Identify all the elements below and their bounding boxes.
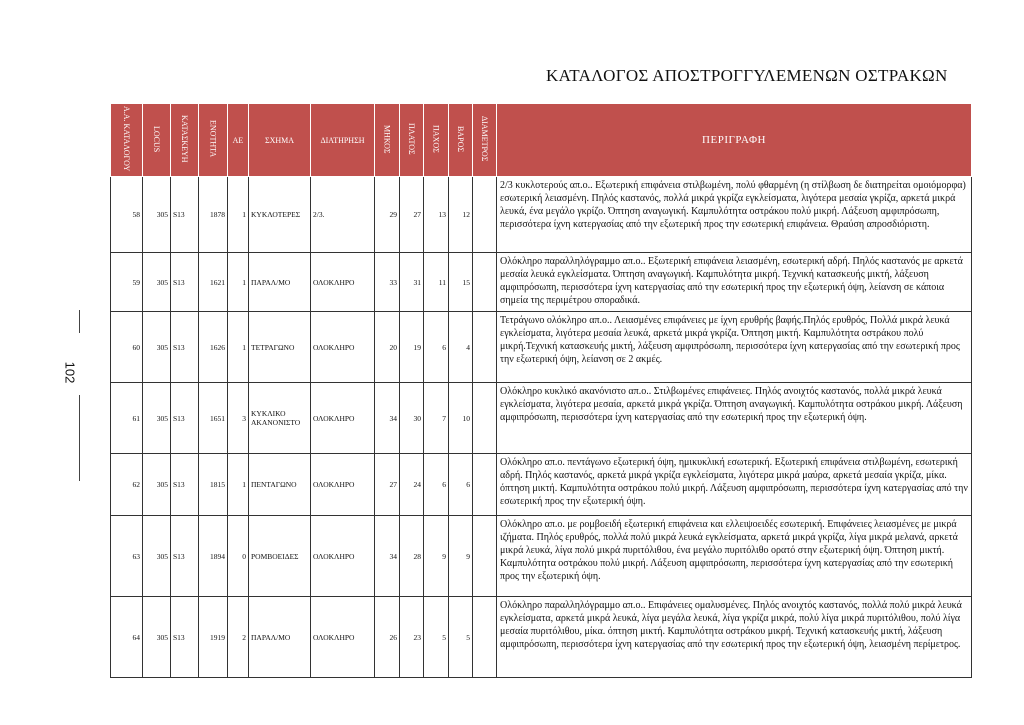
cell-mikos: 33 [375, 253, 400, 312]
cell-aa: 62 [111, 454, 143, 516]
cell-varos: 9 [449, 516, 473, 597]
cell-aa: 63 [111, 516, 143, 597]
cell-ae: 0 [228, 516, 249, 597]
cell-aa: 61 [111, 383, 143, 454]
cell-locus: 305 [143, 253, 171, 312]
cell-enotita: 1878 [199, 177, 228, 253]
cell-mikos: 29 [375, 177, 400, 253]
cell-platos: 24 [400, 454, 424, 516]
cell-platos: 19 [400, 312, 424, 383]
cell-schima: ΤΕΤΡΑΓΩΝΟ [249, 312, 311, 383]
cell-mikos: 20 [375, 312, 400, 383]
cell-pachos: 11 [424, 253, 449, 312]
col-header-kataskevi: ΚΑΤΑΣΚΕΥΗ [171, 104, 199, 177]
cell-schima: ΠΕΝΤΑΓΩΝΟ [249, 454, 311, 516]
col-header-platos: ΠΛΑΤΟΣ [400, 104, 424, 177]
cell-enotita: 1894 [199, 516, 228, 597]
table-row [111, 383, 972, 454]
cell-locus: 305 [143, 177, 171, 253]
cell-schima: ΠΑΡΑΛ/ΜΟ [249, 597, 311, 678]
cell-varos: 15 [449, 253, 473, 312]
col-header-perigrafi: ΠΕΡΙΓΡΑΦΗ [497, 104, 972, 177]
cell-diatirisi: ΟΛΟΚΛΗΡΟ [311, 253, 375, 312]
cell-perigrafi: Ολόκληρο απ.ο. με ρομβοειδή εξωτερική επιφάνεια και ελλειψοειδές εσωτερική. Επιφάνειες λειασμένες με μικρά ιζήματα. Πηλός ερυθρός, πολλά πολύ μικρά λευκά εγκλείσματα, αρκετά μικρά γκρίζα, λίγα μικρά μελανά, αρκετά μικρά λευκά, λίγα πολύ μικρά πυριτόλιθου, ένα μεγάλο πυριτόλιθο ορατό στην εξωτερική όψη. Όπτηση μικτή. Καμπυλότητα οστράκου πολύ μικρή. Λάξευση αμφιπρόσωπη, περισσότερα ίχνη κατεργασίας από την εσωτερική προς την εξωτερική όψη. [497, 516, 972, 597]
cell-diametros [473, 312, 497, 383]
cell-aa: 60 [111, 312, 143, 383]
cell-aa: 59 [111, 253, 143, 312]
cell-locus: 305 [143, 312, 171, 383]
cell-ae: 2 [228, 597, 249, 678]
table-row [111, 454, 972, 516]
col-header-varos: ΒΑΡΟΣ [449, 104, 473, 177]
cell-varos: 4 [449, 312, 473, 383]
cell-mikos: 34 [375, 383, 400, 454]
table-row [111, 516, 972, 597]
cell-mikos: 27 [375, 454, 400, 516]
table-row [111, 253, 972, 312]
header-row [111, 104, 972, 177]
cell-aa: 58 [111, 177, 143, 253]
table-row [111, 597, 972, 678]
col-header-aa: Α.Α. ΚΑΤΑΛΟΓΟΥ [111, 104, 143, 177]
col-header-locus: LOCUS [143, 104, 171, 177]
cell-varos: 5 [449, 597, 473, 678]
cell-perigrafi: Τετράγωνο ολόκληρο απ.ο.. Λειασμένες επιφάνειες με ίχνη ερυθρής βαφής.Πηλός ερυθρός, Πολλά μικρά λευκά εγκλείσματα, λιγότερα μεσαία λευκά, αρκετά μικρά γκρίζα. Όπτηση μικτή. Καμπυλότητα οστράκου πολύ μικρή.Τεχνική κατασκευής μικτή, λάξευση αμφιπρόσωπη, περισσότερα ίχνη κατεργασίας από την εσωτερική προς την εξωτερική όψη, λείανση σε 2 ακμές. [497, 312, 972, 383]
catalog-table [110, 103, 972, 678]
col-header-schima: ΣΧΗΜΑ [249, 104, 311, 177]
col-header-pachos: ΠΑΧΟΣ [424, 104, 449, 177]
cell-perigrafi: Ολόκληρο απ.ο. πεντάγωνο εξωτερική όψη, ημικυκλική εσωτερική. Εξωτερική επιφάνεια στιλβωμένη, εσωτερική αδρή. Πηλός καστανός, αρκετά μικρά γκρίζα εγκλείσματα, λιγότερα μικρά μαύρα, αρκετά μεσαία γκρίζα, μίκα. όπτηση μικτή. Καμπυλότητα οστράκου πολύ μικρή. Λάξευση αμφιπρόσωπη, περισσότερα ίχνη κατεργασίας από την εσωτερική προς την εξωτερική όψη. [497, 454, 972, 516]
cell-locus: 305 [143, 597, 171, 678]
cell-schima: ΚΥΚΛΟΤΕΡΕΣ [249, 177, 311, 253]
cell-enotita: 1621 [199, 253, 228, 312]
cell-diatirisi: ΟΛΟΚΛΗΡΟ [311, 597, 375, 678]
cell-schima: ΠΑΡΑΛ/ΜΟ [249, 253, 311, 312]
col-header-ae: ΑΕ [228, 104, 249, 177]
cell-varos: 12 [449, 177, 473, 253]
margin-rule-bottom [79, 395, 80, 481]
cell-pachos: 6 [424, 454, 449, 516]
cell-platos: 30 [400, 383, 424, 454]
cell-pachos: 9 [424, 516, 449, 597]
cell-diatirisi: ΟΛΟΚΛΗΡΟ [311, 454, 375, 516]
cell-varos: 10 [449, 383, 473, 454]
cell-schima: ΚΥΚΛΙΚΟ ΑΚΑΝΟΝΙΣΤΟ [249, 383, 311, 454]
col-header-mikos: ΜΗΚΟΣ [375, 104, 400, 177]
cell-kataskevi: S13 [171, 253, 199, 312]
cell-diametros [473, 253, 497, 312]
cell-pachos: 7 [424, 383, 449, 454]
cell-enotita: 1651 [199, 383, 228, 454]
cell-diametros [473, 516, 497, 597]
page-number: 102 [62, 361, 78, 384]
cell-kataskevi: S13 [171, 516, 199, 597]
cell-pachos: 6 [424, 312, 449, 383]
col-header-diatirisi: ΔΙΑΤΗΡΗΣΗ [311, 104, 375, 177]
table-row [111, 312, 972, 383]
cell-platos: 27 [400, 177, 424, 253]
page-title: ΚΑΤΑΛΟΓΟΣ ΑΠΟΣΤΡΟΓΓΥΛΕΜΕΝΩΝ ΟΣΤΡΑΚΩΝ [546, 66, 948, 85]
cell-aa: 64 [111, 597, 143, 678]
cell-pachos: 5 [424, 597, 449, 678]
cell-kataskevi: S13 [171, 597, 199, 678]
cell-perigrafi: 2/3 κυκλοτερούς απ.ο.. Εξωτερική επιφάνεια στιλβωμένη, πολύ φθαρμένη (η στίλβωση δε διατηρείται ομοιόμορφα) εσωτερική λειασμένη. Πηλός καστανός, πολλά μικρά γκρίζα εγκλείσματα, λιγότερα μεσαία γκρίζα, αρκετά μικρά λευκά, ένα μεγάλο γκρίζο. Όπτηση αναγωγική. Καμπυλότητα οστράκου πολύ μικρή. Λάξευση αμφιπρόσωπη, περισσότερα ίχνη κατεργασίας από την εξωτερική προς την εσωτερική επιφάνεια. Θραύση απροσδιόριστη. [497, 177, 972, 253]
cell-pachos: 13 [424, 177, 449, 253]
cell-locus: 305 [143, 516, 171, 597]
cell-diatirisi: ΟΛΟΚΛΗΡΟ [311, 312, 375, 383]
cell-ae: 1 [228, 312, 249, 383]
cell-platos: 28 [400, 516, 424, 597]
cell-kataskevi: S13 [171, 177, 199, 253]
cell-ae: 1 [228, 253, 249, 312]
cell-diatirisi: ΟΛΟΚΛΗΡΟ [311, 516, 375, 597]
cell-ae: 3 [228, 383, 249, 454]
cell-diametros [473, 454, 497, 516]
cell-enotita: 1815 [199, 454, 228, 516]
cell-mikos: 34 [375, 516, 400, 597]
cell-varos: 6 [449, 454, 473, 516]
cell-diatirisi: ΟΛΟΚΛΗΡΟ [311, 383, 375, 454]
cell-kataskevi: S13 [171, 454, 199, 516]
cell-mikos: 26 [375, 597, 400, 678]
cell-perigrafi: Ολόκληρο παραλληλόγραμμο απ.ο.. Εξωτερική επιφάνεια λειασμένη, εσωτερική αδρή. Πηλός καστανός με αρκετά μεσαία λευκά εγκλείσματα. Όπτηση αναγωγική. Καμπυλότητα μικρή. Τεχνική κατασκευής μικτή, λάξευση αμφιπρόσωπη, περισσότερα ίχνη κατεργασίας από την εσωτερική προς την εξωτερική όψη, λείανση σε κάποια σημεία της περιμέτρου σποραδικά. [497, 253, 972, 312]
margin-rule-top [79, 310, 80, 333]
cell-kataskevi: S13 [171, 312, 199, 383]
cell-diametros [473, 177, 497, 253]
cell-enotita: 1626 [199, 312, 228, 383]
cell-diatirisi: 2/3. [311, 177, 375, 253]
cell-diametros [473, 383, 497, 454]
cell-locus: 305 [143, 454, 171, 516]
cell-schima: ΡΟΜΒΟΕΙΔΕΣ [249, 516, 311, 597]
cell-platos: 23 [400, 597, 424, 678]
table-row [111, 177, 972, 253]
cell-ae: 1 [228, 177, 249, 253]
cell-platos: 31 [400, 253, 424, 312]
cell-ae: 1 [228, 454, 249, 516]
cell-perigrafi: Ολόκληρο κυκλικό ακανόνιστο απ.ο.. Στιλβωμένες επιφάνειες. Πηλός ανοιχτός καστανός, πολλά μικρά λευκά εγκλείσματα, λιγότερα μεσαία, αρκετά μικρά γκρίζα. Όπτηση αναγωγική. Καμπυλότητα οστράκου μικρή. Λάξευση αμφιπρόσωπη, περισσότερα ίχνη κατεργασίας από την εσωτερική προς την εξωτερική όψη. [497, 383, 972, 454]
cell-perigrafi: Ολόκληρο παραλληλόγραμμο απ.ο.. Επιφάνειες ομαλυσμένες. Πηλός ανοιχτός καστανός, πολλά πολύ μικρά λευκά εγκλείσματα, αρκετά μικρά λευκά, λίγα μεγάλα λευκά, λίγα γκρίζα μικρά, πολύ λίγα μικρά πυριτόλιθου, πολύ λίγα μεσαία πυριτόλιθου, μίκα. όπτηση μικτή. Καμπυλότητα οστράκου μικρή. Τεχνική κατασκευής μικτή, λάξευση αμφιπρόσωπη, περισσότερα ίχνη κατεργασίας από την εσωτερική προς την εξωτερική όψη, λειασμένη περίμετρος. [497, 597, 972, 678]
cell-diametros [473, 597, 497, 678]
col-header-enotita: ΕΝΟΤΗΤΑ [199, 104, 228, 177]
cell-enotita: 1919 [199, 597, 228, 678]
cell-locus: 305 [143, 383, 171, 454]
col-header-diametros: ΔΙΑΜΕΤΡΟΣ [473, 104, 497, 177]
cell-kataskevi: S13 [171, 383, 199, 454]
